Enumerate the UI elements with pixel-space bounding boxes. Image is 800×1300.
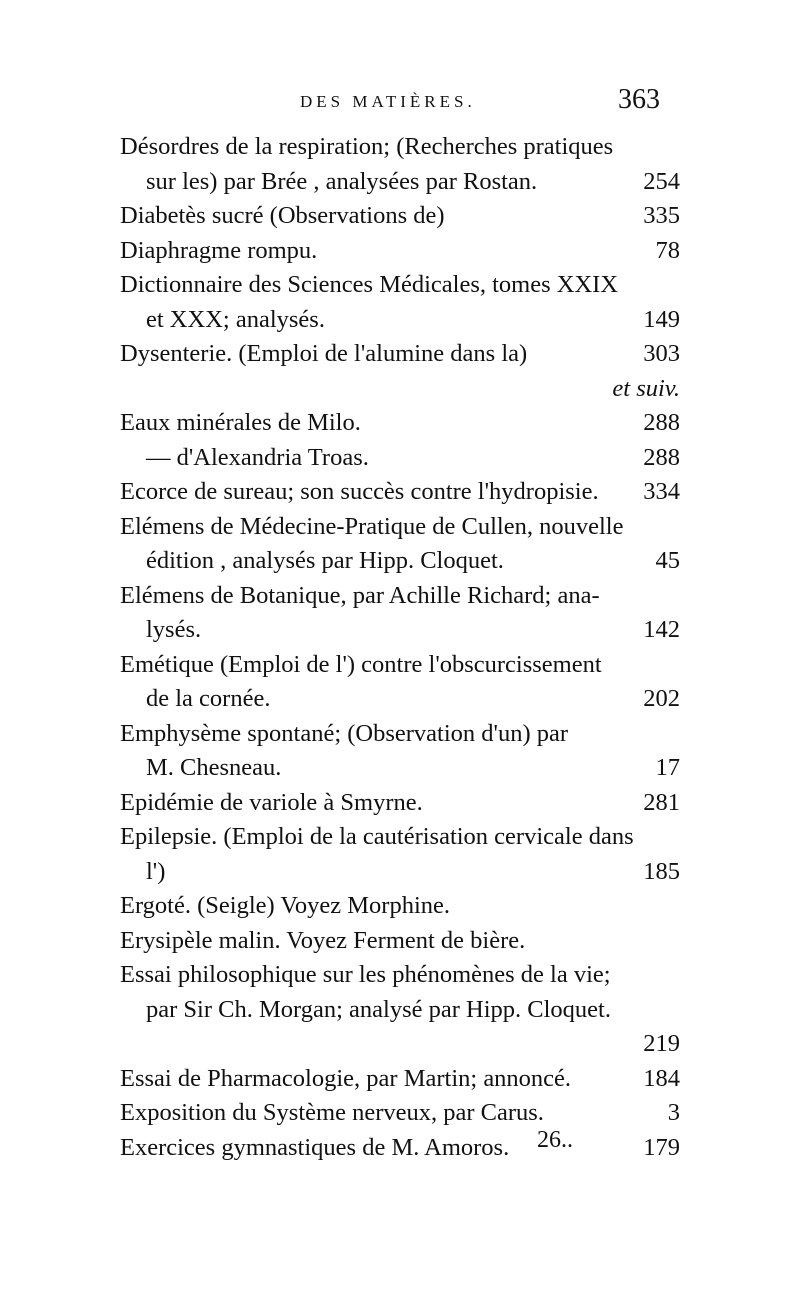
index-entry-line (120, 855, 680, 890)
entry-page-number: 3 (667, 1099, 680, 1126)
index-entry-line (120, 889, 680, 924)
entry-page-number: 45 (655, 547, 680, 574)
entry-page-number: 335 (643, 202, 680, 229)
index-entries (120, 130, 680, 1165)
entry-page-number: 303 (643, 340, 680, 367)
index-entry-line (120, 924, 680, 959)
index-entry-line (120, 579, 680, 614)
entry-text: sur les) par Brée , analysées par Rostan. (146, 167, 538, 195)
entry-page-number: 202 (643, 685, 680, 712)
entry-page-number: 219 (643, 1030, 680, 1057)
index-entry-line (120, 165, 680, 200)
index-entry-line (120, 234, 680, 269)
index-entry-line (120, 544, 680, 579)
index-entry-line (120, 786, 680, 821)
entry-page-number: 334 (643, 478, 680, 505)
entry-text: édition , analysés par Hipp. Cloquet. (146, 547, 504, 574)
entry-page-number: 288 (643, 443, 680, 471)
index-entry-line (120, 613, 680, 648)
entry-text: Erysipèle malin. Voyez Ferment de bière. (120, 926, 526, 954)
entry-text: l') (146, 857, 166, 885)
entry-text: Dictionnaire des Sciences Médicales, tomes XXIX (120, 271, 619, 298)
index-entry-line (120, 337, 680, 372)
index-entry-line (120, 1096, 680, 1131)
entry-page-number: 288 (643, 409, 680, 436)
page-number: 363 (618, 84, 660, 115)
entry-text: lysés. (146, 616, 202, 643)
entry-text: Essai de Pharmacologie, par Martin; annoncé. (120, 1064, 572, 1092)
index-entry-line (120, 303, 680, 338)
index-entry-line (120, 717, 680, 752)
index-entry-line (120, 820, 680, 855)
entry-text: Emétique (Emploi de l') contre l'obscurcissement (120, 650, 602, 678)
index-entry-line (120, 130, 680, 165)
index-entry-line (120, 958, 680, 993)
entry-text: Exercices gymnastiques de M. Amoros. (120, 1133, 510, 1161)
entry-text: Diaphragme rompu. (120, 236, 318, 264)
entry-text: Essai philosophique sur les phénomènes de la vie; (120, 961, 611, 988)
entry-page-number: 149 (643, 305, 680, 333)
entry-text: Ecorce de sureau; son succès contre l'hydropisie. (120, 478, 599, 505)
index-entry-line (120, 268, 680, 303)
entry-text: et suiv. (612, 374, 680, 402)
index-entry-line (120, 406, 680, 441)
entry-text: Emphysème spontané; (Observation d'un) par (120, 719, 569, 747)
entry-text: et XXX; analysés. (146, 305, 325, 333)
index-entry-line (120, 475, 680, 510)
running-head: DES MATIÈRES. (300, 92, 476, 111)
index-entry-line (120, 1027, 680, 1062)
index-entry-line (120, 682, 680, 717)
entry-text: Elémens de Médecine-Pratique de Cullen, nouvelle (120, 512, 624, 540)
entry-text: Eaux minérales de Milo. (120, 409, 361, 436)
index-entry-line (120, 1131, 680, 1166)
signature-mark: 26.. (537, 1127, 573, 1153)
entry-page-number: 17 (655, 754, 680, 781)
entry-page-number: 179 (643, 1133, 680, 1161)
entry-page-number: 254 (643, 167, 680, 195)
entry-text: M. Chesneau. (146, 754, 282, 781)
entry-page-number: 184 (643, 1064, 680, 1092)
entry-text: — d'Alexandria Troas. (146, 443, 369, 471)
entry-text: Désordres de la respiration; (Recherches pratiques (120, 133, 614, 160)
entry-text: Ergoté. (Seigle) Voyez Morphine. (120, 892, 451, 919)
entry-text: Diabetès sucré (Observations de) (120, 202, 445, 229)
index-entry-line (120, 648, 680, 683)
entry-page-number: 142 (643, 616, 680, 643)
entry-text: Dysenterie. (Emploi de l'alumine dans la) (120, 340, 528, 367)
index-entry-line (120, 993, 680, 1028)
entry-page-number: 281 (643, 788, 680, 816)
entry-page-number: 78 (655, 236, 680, 264)
index-entry-line (120, 199, 680, 234)
entry-text: Elémens de Botanique, par Achille Richard; ana- (120, 581, 600, 609)
entry-text: de la cornée. (146, 685, 271, 712)
entry-text: Epidémie de variole à Smyrne. (120, 788, 423, 816)
index-entry-line (120, 751, 680, 786)
entry-text: Epilepsie. (Emploi de la cautérisation cervicale dans (120, 823, 634, 850)
entry-text: par Sir Ch. Morgan; analysé par Hipp. Cloquet. (146, 995, 611, 1023)
entry-page-number: 185 (643, 857, 680, 885)
index-entry-line (120, 372, 680, 407)
index-entry-line (120, 441, 680, 476)
index-entry-line (120, 510, 680, 545)
index-entry-line (120, 1062, 680, 1097)
entry-text: Exposition du Système nerveux, par Carus. (120, 1099, 544, 1126)
